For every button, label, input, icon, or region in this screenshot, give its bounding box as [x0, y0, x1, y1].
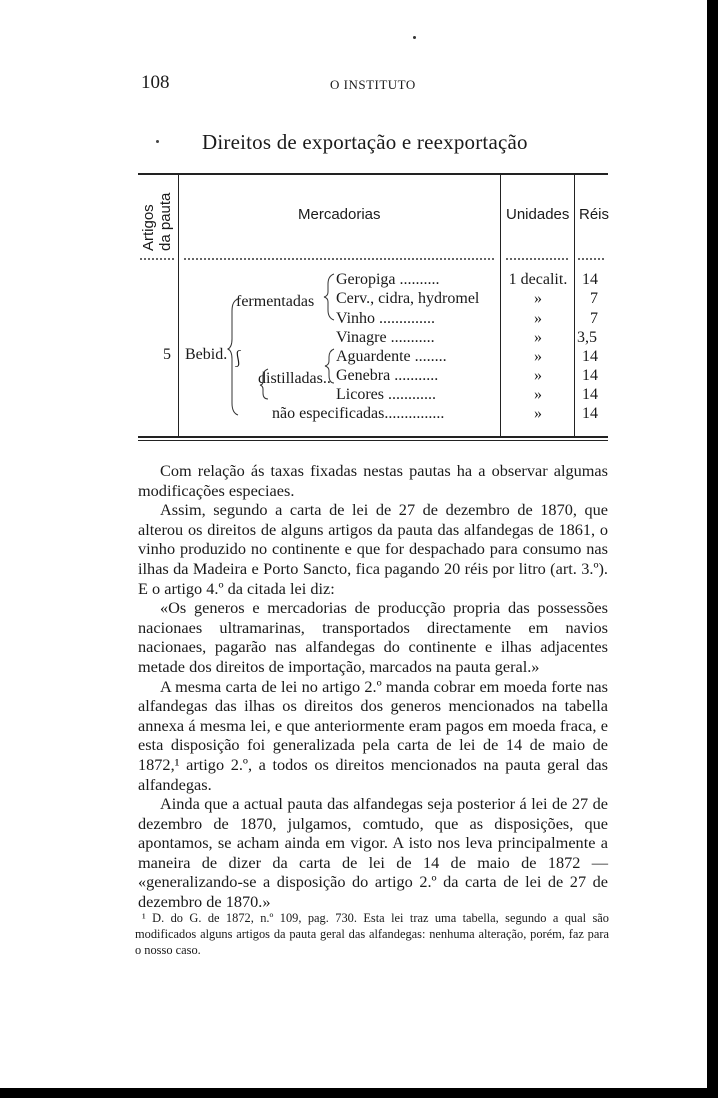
value-cell: 7	[590, 310, 598, 327]
header-artigos-line2: da pauta	[157, 192, 174, 251]
footnote	[135, 910, 609, 958]
unit-cell: »	[534, 348, 542, 365]
tariff-table	[138, 173, 608, 440]
print-mark	[413, 36, 416, 39]
unit-cell: 1 decalit.	[508, 271, 568, 288]
unit-cell: »	[534, 386, 542, 403]
table-row: Genebra ...........	[336, 367, 439, 384]
value-cell: 14	[582, 405, 598, 422]
header-mercadorias: Mercadorias	[298, 206, 381, 223]
running-title: O INSTITUTO	[330, 77, 416, 92]
header-reis: Réis	[579, 206, 610, 223]
table-row: Vinagre ...........	[336, 329, 435, 346]
table-row: Licores ............	[336, 386, 436, 403]
unit-cell: »	[534, 329, 542, 346]
table-row: não especificadas...............	[272, 405, 445, 422]
subcategory-fermentadas: fermentadas	[236, 293, 315, 310]
table-row: Aguardente ........	[336, 348, 447, 365]
value-cell: 14	[582, 271, 598, 288]
unit-cell: »	[534, 290, 542, 307]
header-artigos-line1: Artigos	[140, 204, 157, 251]
category-bebid: Bebid.	[185, 346, 228, 363]
paragraph: Com relação ás taxas fixadas nestas pautas ha a observar algumas modificações especiaes.	[138, 461, 608, 500]
unit-cell: »	[534, 367, 542, 384]
header-unidades: Unidades	[506, 206, 570, 223]
value-cell: 14	[582, 386, 598, 403]
table-row: Vinho ..............	[336, 310, 436, 327]
value-cell: 14	[582, 348, 598, 365]
value-cell: 3,5	[577, 329, 597, 346]
unit-cell: »	[534, 405, 542, 422]
paragraph: A mesma carta de lei no artigo 2.º manda cobrar em moeda forte nas alfandegas das ilhas os direitos dos generos mencionados na tabella annexa á mesma lei, e que anteriormente eram pagos em moeda fraca, e esta disposição foi generalizada pela carta de lei de 14 de maio de 1872,¹ artigo 2.º, a todos os direitos mencionados na pauta geral das alfandegas.	[138, 676, 608, 794]
subcategory-distilladas: distilladas..	[258, 370, 331, 387]
brace: ⎰	[230, 351, 247, 368]
unit-cell: »	[534, 310, 542, 327]
table-bottom-rule-2	[138, 440, 608, 441]
paragraph: Assim, segundo a carta de lei de 27 de dezembro de 1870, que alterou os direitos de alguns artigos da pauta das alfandegas de 1861, o vinho produzido no continente e que for despachado para consumo nas ilhas da Madeira e Porto Sancto, fica pagando 20 réis por litro (art. 3.º). E o artigo 4.º da citada lei diz:	[138, 500, 608, 598]
article-number: 5	[163, 346, 171, 363]
paragraph: «Os generos e mercadorias de producção propria das possessões nacionaes ultramarinas, transportados directamente em navios nacionaes, pagarão nas alfandegas do continente e ilhas adjacentes metade dos direitos de importação, marcados na pauta geral.»	[138, 598, 608, 676]
footnote-text: ¹ D. do G. de 1872, n.º 109, pag. 730. Esta lei traz uma tabella, segundo a qual são modificados alguns artigos da pauta geral das alfandegas: nenhuma alteração, porém, faz para o nosso caso.	[135, 911, 609, 957]
bullet-mark	[156, 140, 159, 143]
page-number: 108	[141, 72, 170, 93]
table-title: Direitos de exportação e reexportação	[202, 130, 528, 154]
table-row: Geropiga ..........	[336, 271, 440, 288]
body-text	[138, 461, 608, 912]
table-row: Cerv., cidra, hydromel	[336, 290, 480, 307]
value-cell: 7	[590, 290, 598, 307]
table-braces	[138, 173, 608, 440]
paragraph: Ainda que a actual pauta das alfandegas seja posterior á lei de 27 de dezembro de 1870, julgamos, comtudo, que as disposições, que apontamos, se acham ainda em vigor. A isto nos leva principalmente a maneira de dizer da carta de lei de 14 de maio de 1872 — «generalizando-se a disposição do artigo 2.º da carta de lei de 27 de dezembro de 1870.»	[138, 794, 608, 912]
value-cell: 14	[582, 367, 598, 384]
